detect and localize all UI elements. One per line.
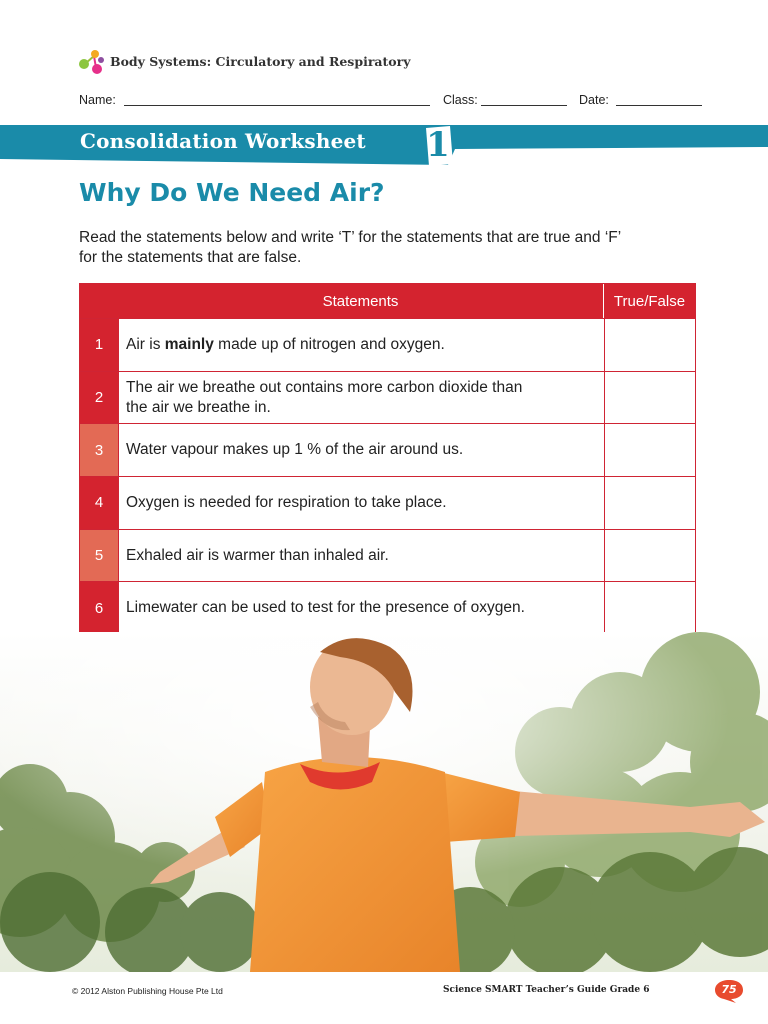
table-header xyxy=(80,284,695,318)
answer-cell[interactable] xyxy=(605,424,695,476)
statement-line: the air we breathe in. xyxy=(126,398,271,416)
breathing-man-photo xyxy=(0,632,768,972)
table-row xyxy=(80,371,695,424)
answer-cell[interactable] xyxy=(605,582,695,634)
statement-text: Water vapour makes up 1 % of the air around us. xyxy=(118,424,605,476)
class-field[interactable] xyxy=(481,105,567,106)
statements-table xyxy=(79,283,696,635)
statement-part: made up of nitrogen and oxygen. xyxy=(213,335,445,353)
date-label: Date: xyxy=(579,93,609,107)
worksheet-number: 1 xyxy=(426,125,450,165)
row-number: 4 xyxy=(80,477,118,529)
table-row xyxy=(80,529,695,582)
statement-text xyxy=(118,319,605,371)
instructions-line-2: for the statements that are false. xyxy=(79,249,302,266)
class-label: Class: xyxy=(443,93,478,107)
instructions-line-1: Read the statements below and write ‘T’ for the statements that are true and ‘F’ xyxy=(79,229,622,246)
statement-text xyxy=(118,372,605,424)
molecule-logo-icon xyxy=(78,48,106,76)
statement-text: Exhaled air is warmer than inhaled air. xyxy=(118,530,605,582)
statement-text: Limewater can be used to test for the presence of oxygen. xyxy=(118,582,605,634)
row-number: 3 xyxy=(80,424,118,476)
number-header-cell xyxy=(80,284,118,318)
copyright-text: © 2012 Alston Publishing House Pte Ltd xyxy=(72,986,223,996)
name-field[interactable] xyxy=(124,105,430,106)
subject-heading: Body Systems: Circulatory and Respiratory xyxy=(110,54,411,69)
banner-title: Consolidation Worksheet xyxy=(80,129,366,153)
statement-text: Oxygen is needed for respiration to take place. xyxy=(118,477,605,529)
instructions xyxy=(79,228,709,268)
worksheet-number-badge xyxy=(420,124,456,168)
table-row xyxy=(80,423,695,476)
row-number: 6 xyxy=(80,582,118,634)
statements-header: Statements xyxy=(118,284,604,318)
statement-part: Air is xyxy=(126,335,165,353)
statement-line: The air we breathe out contains more carbon dioxide than xyxy=(126,378,523,396)
row-number: 5 xyxy=(80,530,118,582)
answer-cell[interactable] xyxy=(605,530,695,582)
answer-cell[interactable] xyxy=(605,372,695,424)
answer-cell[interactable] xyxy=(605,319,695,371)
page-title: Why Do We Need Air? xyxy=(79,178,385,207)
page-number: 75 xyxy=(721,983,737,996)
statement-emphasis: mainly xyxy=(164,335,214,353)
answer-cell[interactable] xyxy=(605,477,695,529)
row-number: 2 xyxy=(80,372,118,424)
name-label: Name: xyxy=(79,93,116,107)
table-row xyxy=(80,318,695,371)
table-row xyxy=(80,581,695,634)
date-field[interactable] xyxy=(616,105,702,106)
row-number: 1 xyxy=(80,319,118,371)
true-false-header: True/False xyxy=(613,292,686,310)
guide-title: Science SMART Teacher’s Guide Grade 6 xyxy=(443,985,650,995)
table-row xyxy=(80,476,695,529)
